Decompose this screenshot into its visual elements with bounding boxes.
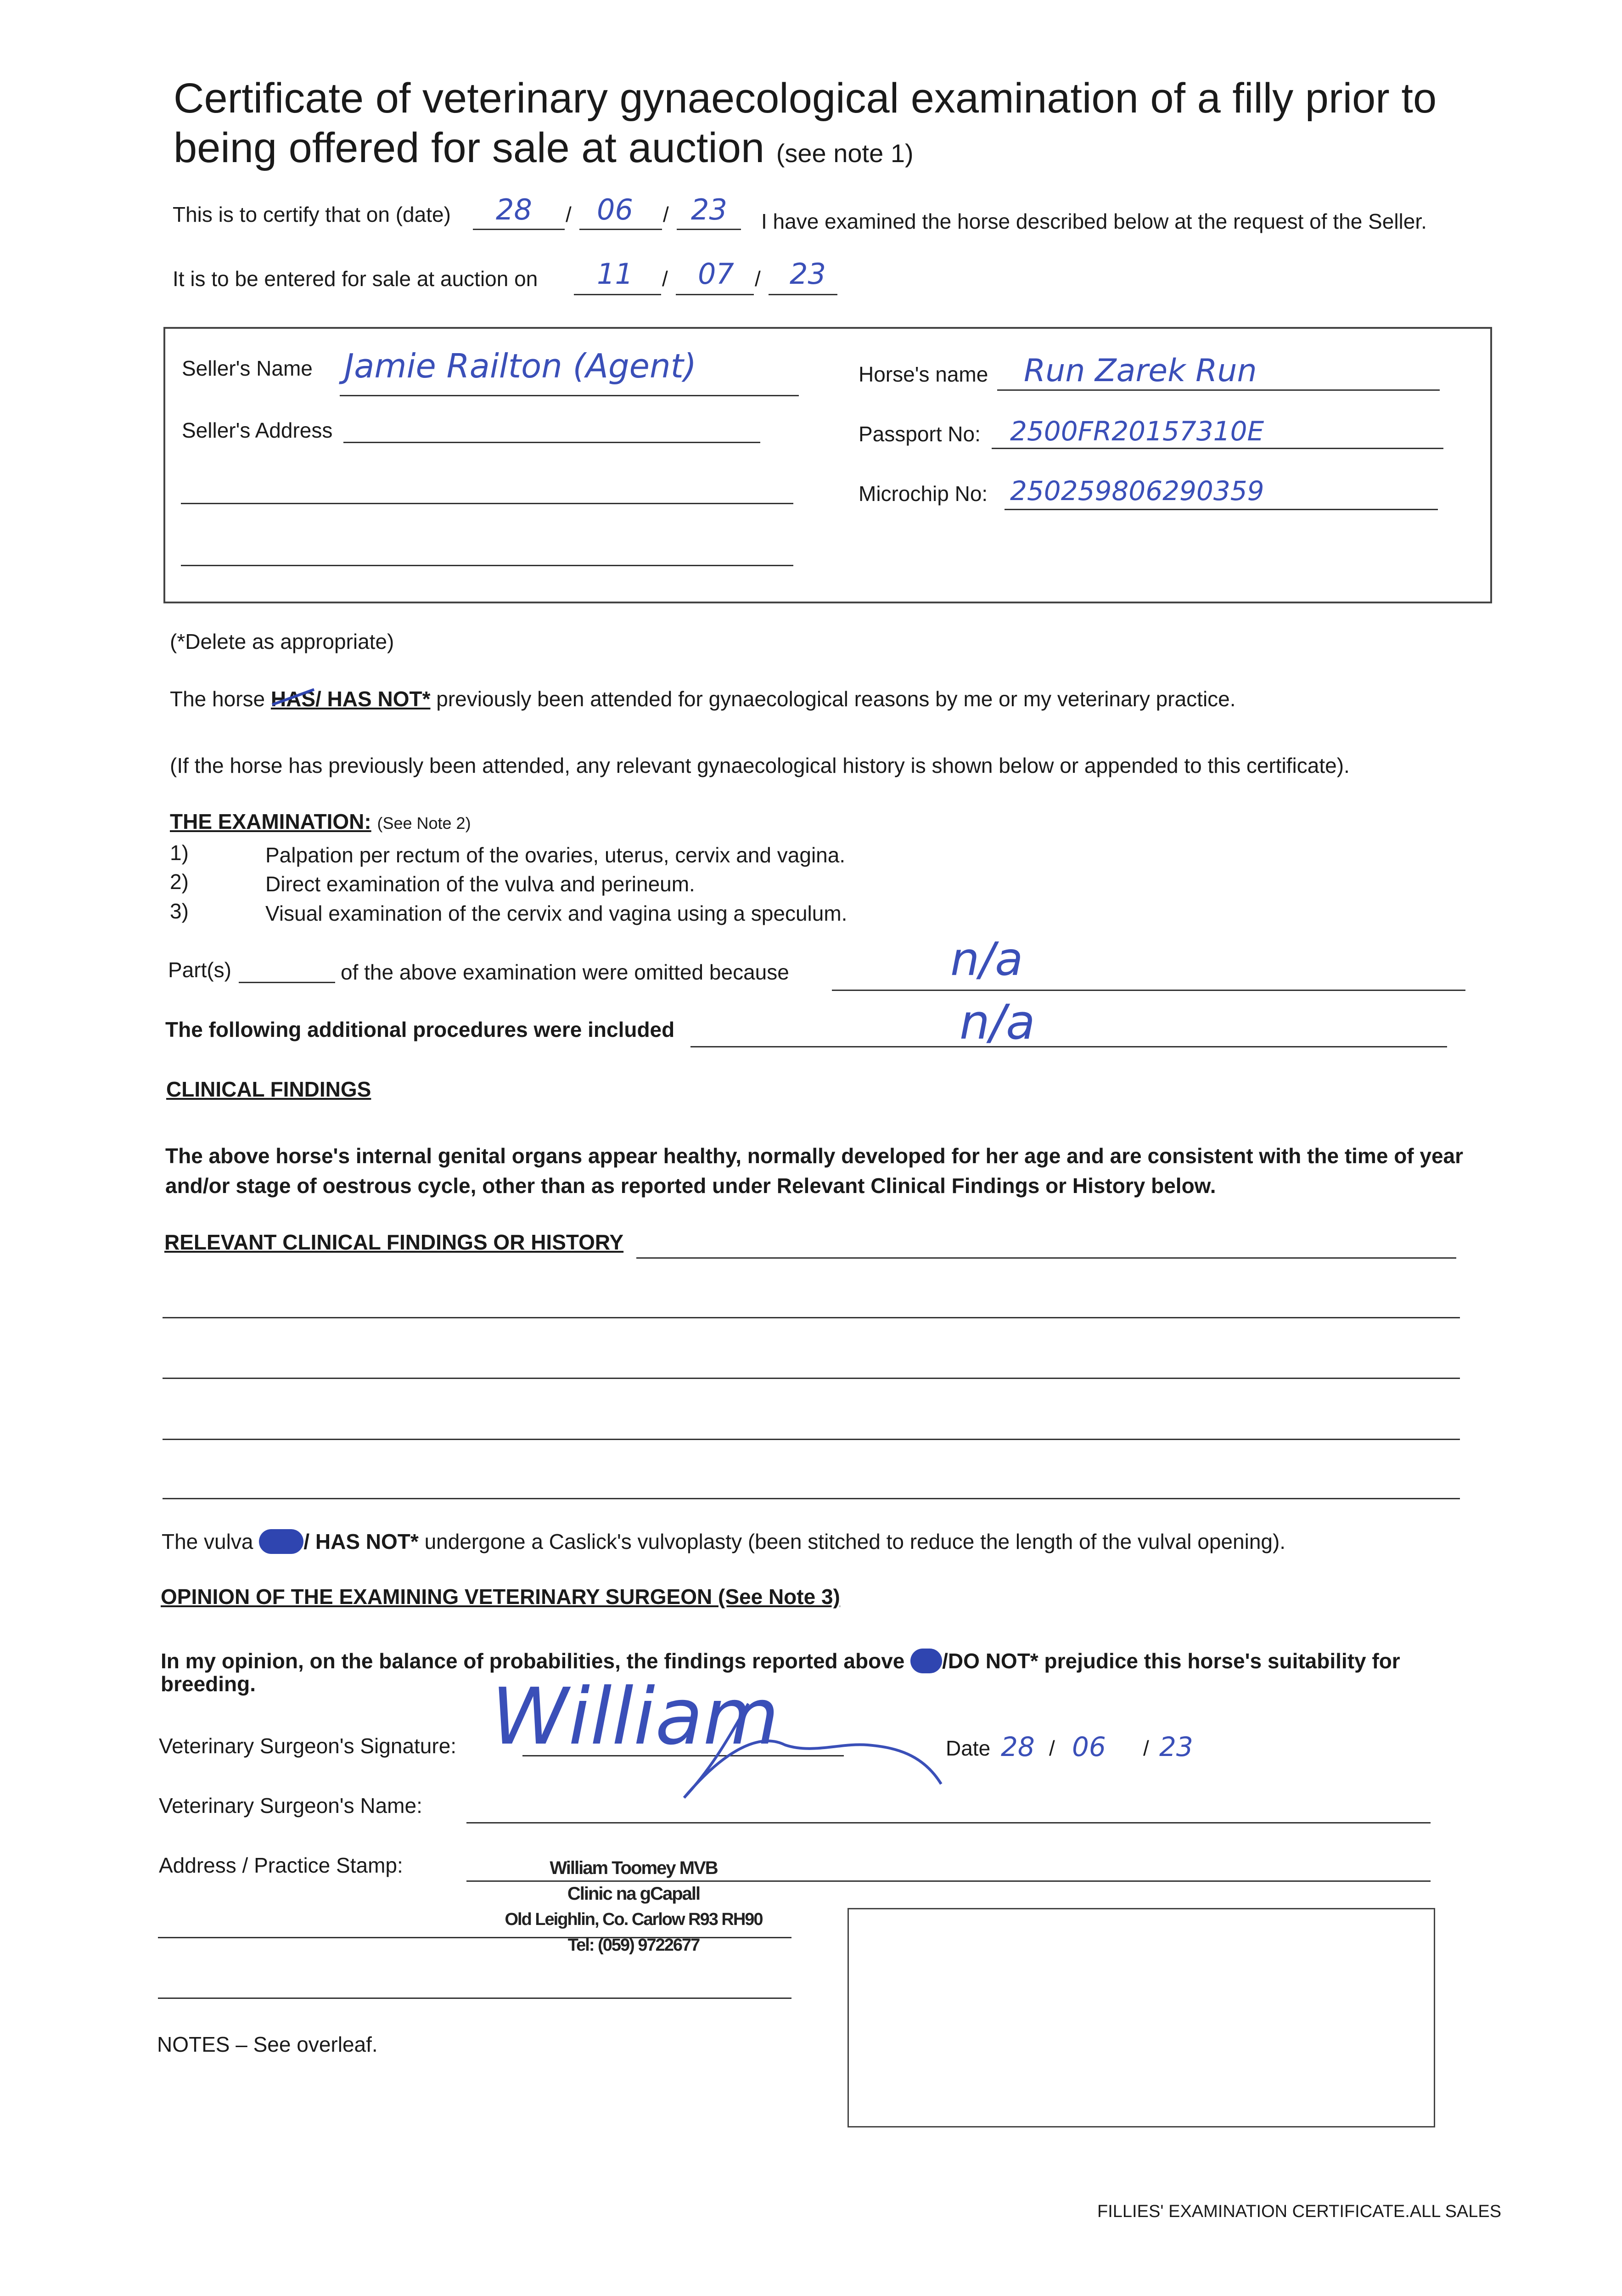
relevant-line-4[interactable] bbox=[163, 1439, 1460, 1440]
vulva-has-not: / HAS NOT* bbox=[303, 1530, 419, 1553]
examination-note: (See Note 2) bbox=[377, 814, 471, 833]
horse-name-value[interactable]: Run Zarek Run bbox=[1024, 353, 1257, 389]
date-label: Date bbox=[946, 1736, 991, 1760]
auction-year[interactable]: 23 bbox=[790, 257, 826, 291]
clinical-line-1: The above horse's internal genital organs appear healthy, normally developed for her age and are consistent with the time of year bbox=[165, 1144, 1464, 1168]
examination-heading-row bbox=[170, 809, 471, 834]
vet-name-field[interactable] bbox=[466, 1822, 1431, 1823]
relevant-heading: RELEVANT CLINICAL FINDINGS OR HISTORY bbox=[164, 1230, 624, 1254]
signature-label: Veterinary Surgeon's Signature: bbox=[159, 1734, 457, 1758]
exam-item-text-2: Direct examination of the vulva and perineum. bbox=[265, 872, 695, 896]
relevant-line-2[interactable] bbox=[163, 1317, 1460, 1318]
auction-month[interactable]: 07 bbox=[698, 257, 734, 291]
date-day[interactable]: 28 bbox=[1001, 1731, 1035, 1762]
seller-name-value[interactable]: Jamie Railton (Agent) bbox=[344, 347, 696, 385]
seller-address-line-1[interactable] bbox=[343, 442, 760, 443]
date-year[interactable]: 23 bbox=[1159, 1731, 1193, 1762]
seller-address-label: Seller's Address bbox=[182, 418, 333, 442]
exam-item-text-3: Visual examination of the cervix and vagina using a speculum. bbox=[265, 901, 847, 925]
microchip-label: Microchip No: bbox=[859, 482, 988, 506]
address-stamp-label: Address / Practice Stamp: bbox=[159, 1853, 403, 1877]
exam-item-text-1: Palpation per rectum of the ovaries, uterus, cervix and vagina. bbox=[265, 843, 846, 867]
exam-item-num-1: 1) bbox=[170, 841, 189, 865]
title-note: (see note 1) bbox=[776, 139, 914, 168]
opinion-do-struck bbox=[910, 1649, 942, 1673]
passport-value[interactable]: 2500FR20157310E bbox=[1010, 416, 1264, 447]
auction-prefix: It is to be entered for sale at auction on bbox=[173, 267, 538, 291]
parts-label: Part(s) bbox=[168, 958, 231, 982]
additional-value[interactable]: n/a bbox=[960, 994, 1035, 1050]
signature-flourish bbox=[666, 1699, 950, 1805]
exam-item-num-3: 3) bbox=[170, 899, 189, 923]
relevant-line-3[interactable] bbox=[163, 1378, 1460, 1379]
passport-label: Passport No: bbox=[859, 422, 981, 446]
relevant-line-5[interactable] bbox=[163, 1498, 1460, 1499]
signature-value[interactable]: William bbox=[491, 1671, 779, 1762]
attended-has-struck: HAS bbox=[270, 687, 316, 711]
certify-day[interactable]: 28 bbox=[496, 193, 532, 226]
opinion-line-1: In my opinion, on the balance of probabilities, the findings reported above /DO NOT* prejudice this horse's suitability for bbox=[161, 1649, 1400, 1673]
omitted-value[interactable]: n/a bbox=[950, 932, 1023, 986]
certify-year[interactable]: 23 bbox=[691, 193, 727, 226]
opinion-line-2: breeding. bbox=[161, 1672, 256, 1696]
practice-stamp: William Toomey MVB Clinic na gCapall Old Leighlin, Co. Carlow R93 RH90 Tel: (059) 9722677 bbox=[505, 1858, 763, 1955]
stamp-box[interactable] bbox=[847, 1908, 1435, 2127]
delete-note: (*Delete as appropriate) bbox=[170, 630, 394, 653]
seller-address-line-3[interactable] bbox=[181, 565, 793, 566]
vulva-line: The vulva / HAS NOT* undergone a Caslick's vulvoplasty (been stitched to reduce the length of the vulval opening). bbox=[162, 1530, 1286, 1553]
certify-suffix: I have examined the horse described below at the request of the Seller. bbox=[761, 209, 1427, 233]
vet-name-label: Veterinary Surgeon's Name: bbox=[159, 1794, 422, 1818]
opinion-heading: OPINION OF THE EXAMINING VETERINARY SURGEON (See Note 3) bbox=[161, 1585, 840, 1609]
certify-prefix: This is to certify that on (date) bbox=[173, 203, 451, 226]
examination-heading: THE EXAMINATION: bbox=[170, 810, 371, 833]
relevant-line-1[interactable] bbox=[636, 1257, 1456, 1259]
exam-item-num-2: 2) bbox=[170, 870, 189, 894]
history-note: (If the horse has previously been attended, any relevant gynaecological history is shown below or appended to this certificate). bbox=[170, 754, 1350, 777]
clinical-line-2: and/or stage of oestrous cycle, other than as reported under Relevant Clinical Findings or History below. bbox=[165, 1174, 1216, 1198]
seller-name-label: Seller's Name bbox=[182, 356, 313, 380]
date-month[interactable]: 06 bbox=[1072, 1731, 1106, 1762]
notes-overleaf: NOTES – See overleaf. bbox=[157, 2032, 378, 2056]
certify-month[interactable]: 06 bbox=[597, 193, 633, 226]
document-title: Certificate of veterinary gynaecological examination of a filly prior to being offered for sale at auction (see note 1) bbox=[174, 75, 1437, 171]
omitted-label: of the above examination were omitted because bbox=[341, 960, 789, 984]
attended-line: The horse HAS / HAS NOT* previously been attended for gynaecological reasons by me or my veterinary practice. bbox=[170, 687, 1236, 711]
clinical-heading: CLINICAL FINDINGS bbox=[166, 1077, 371, 1101]
additional-label: The following additional procedures were included bbox=[165, 1018, 675, 1041]
seller-address-line-2[interactable] bbox=[181, 503, 793, 504]
attended-has-not: / HAS NOT* bbox=[315, 687, 431, 711]
auction-day[interactable]: 11 bbox=[597, 257, 633, 291]
microchip-value[interactable]: 250259806290359 bbox=[1010, 475, 1264, 506]
vulva-has-struck bbox=[259, 1529, 303, 1554]
footer-label: FILLIES' EXAMINATION CERTIFICATE.ALL SALES bbox=[1097, 2202, 1502, 2221]
horse-name-label: Horse's name bbox=[859, 362, 988, 386]
parts-field[interactable] bbox=[239, 982, 335, 983]
